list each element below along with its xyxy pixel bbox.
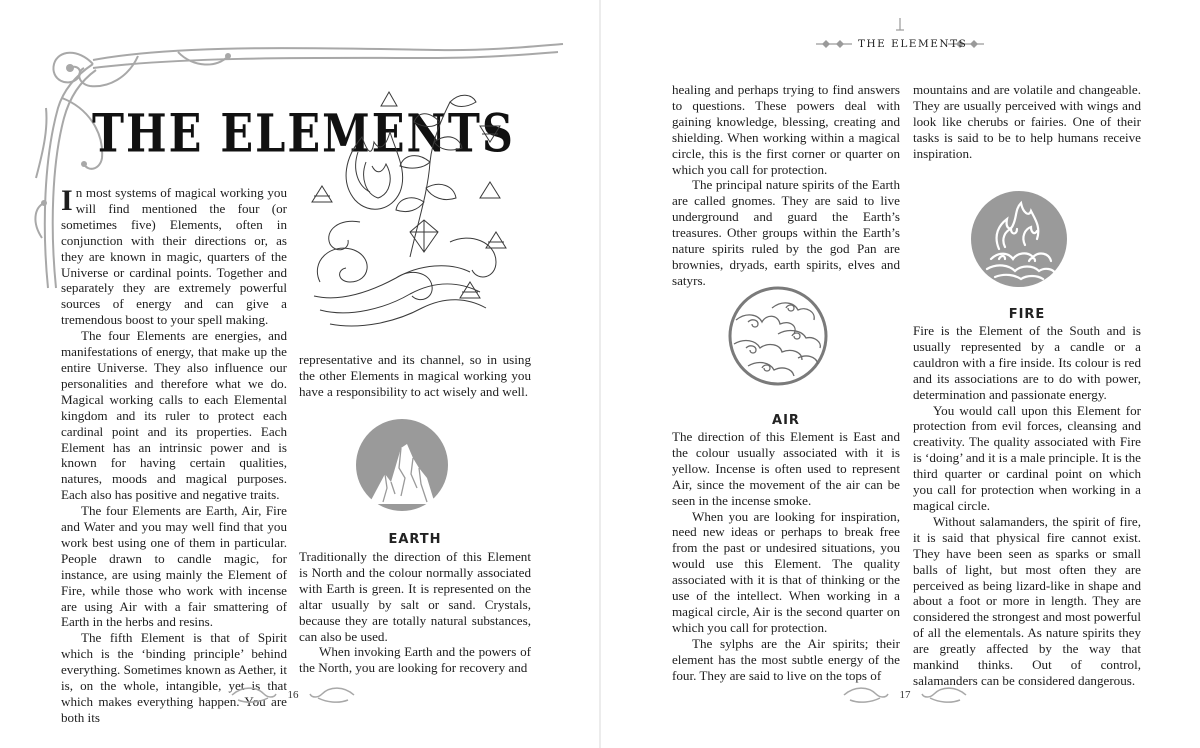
paragraph: Fire is the Element of the South and is usually represented by a candle or a cauldron with a fire inside. Its colour is red and its associations are to do with power, determination and passionate energy. <box>913 323 1141 402</box>
page-title: THE ELEMENTS <box>92 104 515 165</box>
right-second-column <box>913 82 1141 162</box>
continued-paragraph: representative and its channel, so in using the other Elements in magical working you have a responsibility to act wisely and well. <box>299 352 531 399</box>
left-second-column <box>299 352 531 400</box>
page-number: 17 <box>899 689 911 701</box>
air-text <box>672 429 900 684</box>
fire-text <box>913 323 1141 689</box>
drop-cap: I <box>61 184 73 217</box>
paragraph: Without salamanders, the spirit of fire, it is said that physical fire cannot exist. They have been seen as sparks or small balls of light, but most often they are perceived as being lizard-like in shape and about a foot or more in length. They are considered the strongest and most powerful of all the elementals. As nature spirits they are greatly affected by the way that mankind thinks. Out of control, salamanders can be considered dangerous. <box>913 513 1141 688</box>
earth-heading: EARTH <box>388 532 442 547</box>
paragraph: When you are looking for inspiration, need new ideas or perhaps to break free from the past or undesired situations, you would use this Element. The quality associated with it is that of thinking or the use of the intellect. When working in a magical circle, Air is the second quarter on which you call for protection. <box>672 508 900 635</box>
paragraph: You would call upon this Element for protection from evil forces, cleansing and creativity. The quality associated with Fire is ‘doing’ and it is a male principle. It is the third quarter or cardinal point on which you call for protection when working in a magical circle. <box>913 402 1141 513</box>
mountain-emblem-icon <box>355 418 449 512</box>
flames-emblem-icon <box>969 189 1069 289</box>
paragraph: The four Elements are energies, and manifestations of energy, that make up the entire Universe. They also influence our personalities and therefore what we do. Magical working calls to each Elemental kingdom and its ruler to protect each cardinal point and its properties. Each Element has an intrinsic power and is known for having certain qualities, natures, moods and magical purposes. Each also has positive and negative traits. <box>61 328 287 503</box>
left-text-column <box>61 185 287 726</box>
running-head: THE ELEMENTS <box>858 38 968 50</box>
fire-heading: FIRE <box>1008 307 1046 322</box>
running-head-ornament-icon <box>812 16 988 58</box>
paragraph: The fifth Element is that of Spirit which is the ‘binding principle’ behind everything. Sometimes known as Aether, it is, on the whole, intangible, yet is that which makes everything happen. You are both its <box>61 630 287 725</box>
elements-illustration-icon <box>300 82 530 332</box>
air-heading: AIR <box>772 413 800 428</box>
paragraph: healing and perhaps trying to find answers to questions. These powers deal with gaining knowledge, blessing, creating and shielding. When working within a magical circle, this is the first corner or quarter on which you call for protection. <box>672 82 900 177</box>
right-first-column <box>672 82 900 289</box>
paragraph: mountains and are volatile and changeable. They are usually perceived with wings and look like cherubs or fairies. One of their tasks is said to be to help humans receive inspiration. <box>913 82 1141 161</box>
paragraph: The principal nature spirits of the Earth are called gnomes. They are said to live underground and guard the Earth’s treasures. Other groups within the Earth’s nature spirits ruled by the god Pan are brownies, dryads, earth spirits, elves and satyrs. <box>672 177 900 288</box>
page-number: 16 <box>287 689 299 701</box>
intro-paragraph <box>61 185 287 328</box>
paragraph: The four Elements are Earth, Air, Fire and Water and you may well find that you work best using one of them in particular. People drawn to candle magic, for instance, are using mainly the Element of Fire, while those who work with incense are using Air with a fair smattering of Earth in the herbs and resins. <box>61 503 287 630</box>
clouds-emblem-icon <box>728 286 828 386</box>
right-page <box>600 0 1200 748</box>
paragraph: The sylphs are the Air spirits; their element has the most subtle energy of the four. They are said to live on the tops of <box>672 635 900 683</box>
paragraph: When invoking Earth and the powers of the North, you are looking for recovery and <box>299 644 531 676</box>
paragraph: Traditionally the direction of this Element is North and the colour normally associated with Earth is green. It is represented on the altar usually by salt or sand. Crystals, because they are totally natural substances, can also be used. <box>299 549 531 644</box>
paragraph: The direction of this Element is East and the colour usually associated with it is yellow. Incense is often used to represent Air, since the movement of the air can be seen in the incense smoke. <box>672 429 900 508</box>
earth-text <box>299 549 531 676</box>
intro-text: n most systems of magical working you will find mentioned the four (or sometimes five) Elements, often in conjunction with their directions or, as they are known in magic, quarters of the Universe or cardinal points. Together and separately they are extremely powerful sources of energy and can give a tremendous boost to your spell making. <box>61 185 287 328</box>
